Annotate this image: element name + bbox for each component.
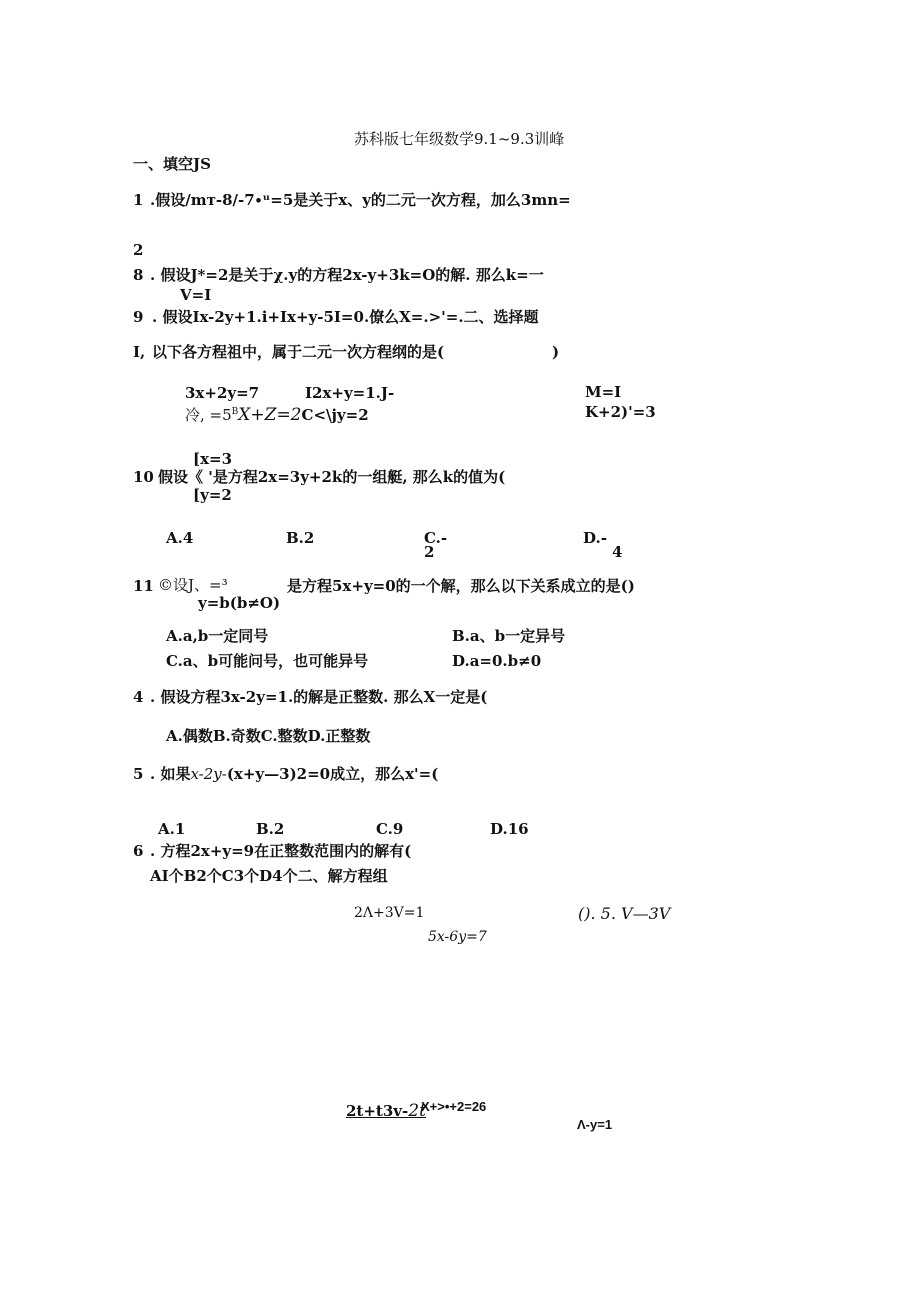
brace-top: [x=3: [193, 450, 233, 468]
question-text: . 假设Ix-2y+1.i+Ix+y-5I=0.僚么X=.>'=.二、选择题: [152, 308, 539, 326]
option-b: B.2: [256, 820, 285, 838]
question-text: 是方程5x+y=0的一个解，那么以下关系成立的是(): [287, 577, 635, 595]
options-line: AI个B2个C3个D4个二、解方程组: [150, 867, 388, 885]
question-number: 1: [133, 191, 144, 209]
equation: (). 5. V—3V: [578, 904, 671, 923]
equation: [346, 1103, 426, 1120]
question-number: 10: [133, 468, 154, 486]
option-b: B.a、b一定异号: [452, 627, 566, 645]
equation: 5x-6y=7: [428, 929, 487, 945]
option-c: C.-: [424, 529, 448, 547]
option-d: D.-: [583, 529, 607, 547]
question-number: 9: [133, 308, 144, 326]
question-number: 4: [133, 688, 144, 706]
question-text: [150, 767, 438, 782]
page-title: 苏科版七年级数学9.1~9.3训峰: [354, 130, 565, 148]
question-text: . 方程2x+y=9在正整数范围内的解有(: [150, 842, 412, 860]
option-b: B.2: [286, 529, 315, 547]
question-text-part: x-2y-: [190, 765, 227, 783]
option-c: C.9: [376, 820, 404, 838]
option-d: D.16: [490, 820, 529, 838]
question-subline: V=I: [180, 286, 212, 304]
option-c-denominator: 2: [424, 543, 435, 561]
option-a: A.4: [166, 529, 194, 547]
option-d: D.a=0.b≠0: [452, 652, 542, 670]
equation: X+>•+2=26: [421, 1099, 487, 1114]
option-text: I2x+y=1.J-: [305, 384, 395, 402]
brace-bottom: [y=2: [193, 486, 232, 504]
question-text: 以下各方程祖中，属于二元一次方程纲的是(: [152, 343, 445, 361]
question-text: . 假设J*=2是关于χ.y的方程2x-y+3k=O的解. 那么k=一: [150, 266, 544, 284]
option-text-part: 冷, =5: [185, 406, 232, 424]
options-line: A.偶数B.奇数C.整数D.正整数: [166, 727, 371, 745]
option-d-denominator: 4: [612, 543, 623, 561]
question-subline: y=b(b≠O): [198, 594, 281, 612]
question-number: 6: [133, 842, 144, 860]
option-c: C.a、b可能问号，也可能异号: [166, 652, 369, 670]
question-text-part: . 如果: [150, 765, 191, 783]
question-condition: ©设J、=³: [158, 576, 228, 594]
question-number: I,: [133, 343, 146, 361]
question-text: . 假设方程3x-2y=1.的解是正整数. 那么X一定是(: [150, 688, 488, 706]
option-text: M=I: [585, 383, 622, 401]
section-heading-fill-in: 一、填空JS: [133, 155, 211, 173]
equation: Λ-y=1: [577, 1117, 613, 1132]
question-number: 5: [133, 765, 144, 783]
option-text-part: C<\jy=2: [301, 406, 369, 424]
option-a: A.a,b一定同号: [166, 627, 269, 645]
question-text: .假设/mт-8/-7∙ᵘ=5是关于x、y的二元一次方程，加么3mn=: [150, 191, 571, 209]
question-text-part: (x+y—3)2=0成立，那么x'=(: [226, 765, 439, 783]
question-number: 2: [133, 241, 144, 259]
option-a: A.1: [158, 820, 186, 838]
option-text: K+2)'=3: [585, 403, 656, 421]
option-text: [185, 407, 369, 424]
question-bracket-close: ): [552, 343, 560, 361]
question-text: 假设《 '是方程2x=3y+2k的一组艇, 那么k的值为(: [158, 468, 506, 486]
option-text: 3x+2y=7: [185, 384, 260, 402]
equation-part: 2t: [408, 1101, 426, 1121]
equation-part: 2t+t3v-: [346, 1102, 409, 1120]
option-text-part: X+Z=2: [238, 405, 302, 425]
question-number: 8: [133, 266, 144, 284]
question-number: 11: [133, 577, 154, 595]
option-superscript: B: [231, 407, 239, 417]
equation: 2Λ+3V=1: [354, 905, 425, 921]
